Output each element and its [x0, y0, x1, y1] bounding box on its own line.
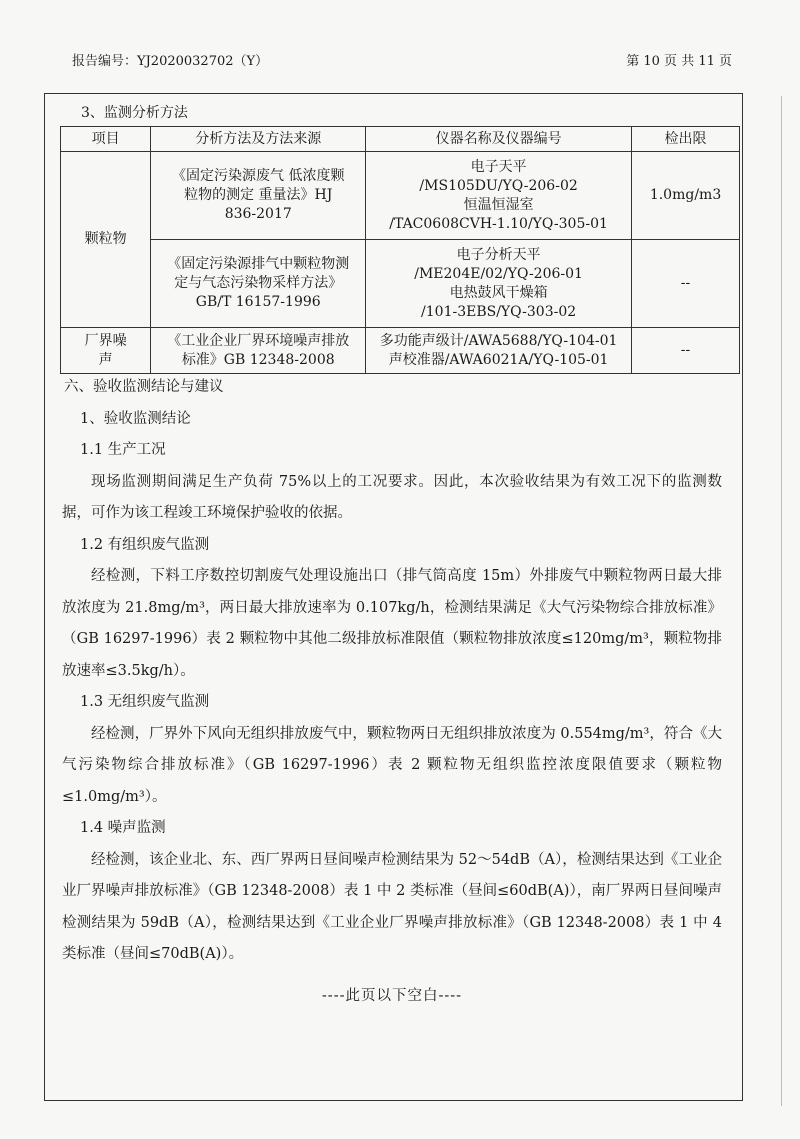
item-cell-particulate: 颗粒物 — [61, 152, 151, 328]
subsection-1-4-title: 1.4 噪声监测 — [80, 820, 166, 836]
table-header-row — [61, 127, 740, 152]
limit-cell: -- — [632, 240, 740, 328]
conclusions-section — [62, 372, 722, 1012]
methods-table — [60, 126, 740, 374]
content-frame — [44, 93, 743, 1101]
item-cell-noise: 厂界噪 声 — [61, 328, 151, 374]
subsection-1-1-title: 1.1 生产工况 — [80, 442, 166, 458]
subsection-1-title: 1、验收监测结论 — [80, 410, 191, 427]
paragraph-fugitive-emission: 经检测，厂界外下风向无组织排放废气中，颗粒物两日无组织排放浓度为 0.554mg/m³，符合《大气污染物综合排放标准》（GB 16297-1996）表 2 颗粒物无组织监控浓度限值要求（颗粒物≤1.0mg/m³）。 — [62, 725, 722, 805]
blank-page-note: ----此页以下空白---- — [321, 987, 463, 1004]
section-6-title: 六、验收监测结论与建议 — [64, 379, 224, 395]
instrument-cell: 电子分析天平 /ME204E/02/YQ-206-01 电热鼓风干燥箱 /101-3EBS/YQ-303-02 — [366, 240, 632, 328]
col-header-item: 项目 — [61, 127, 151, 152]
limit-cell: -- — [632, 328, 740, 374]
col-header-method: 分析方法及方法来源 — [151, 127, 366, 152]
paragraph-production: 现场监测期间满足生产负荷 75%以上的工况要求。因此，本次验收结果为有效工况下的监测数据，可作为该工程竣工环境保护验收的依据。 — [62, 473, 722, 521]
subsection-1-2-title: 1.2 有组织废气监测 — [80, 536, 210, 553]
report-number: 报告编号：YJ2020032702（Y） — [72, 54, 269, 69]
page-header — [72, 50, 732, 69]
paragraph-organized-emission: 经检测，下料工序数控切割废气处理设施出口（排气筒高度 15m）外排废气中颗粒物两日最大排放浓度为 21.8mg/m³，两日最大排放速率为 0.107kg/h，检测结果满足《大气污染物综合排放标准》（GB 16297-1996）表 2 颗粒物中其他二级排放标准限值（颗粒物排放浓度≤120mg/m³，颗粒物排放速率≤3.5kg/h）。 — [62, 568, 722, 679]
subsection-1-3-title: 1.3 无组织废气监测 — [80, 694, 210, 710]
paragraph-noise: 经检测，该企业北、东、西厂界两日昼间噪声检测结果为 52～54dB（A），检测结果达到《工业企业厂界噪声排放标准》（GB 12348-2008）表 1 中 2 类标准（昼间≤60dB(A)），南厂界两日昼间噪声检测结果为 59dB（A），检测结果达到《工业企业厂界噪声排放标准》（GB 12348-2008）表 1 中 4 类标准（昼间≤70dB(A)）。 — [62, 851, 722, 962]
table-row — [61, 328, 740, 374]
instrument-cell: 多功能声级计/AWA5688/YQ-104-01 声校准器/AWA6021A/YQ-105-01 — [366, 328, 632, 374]
method-cell: 《工业企业厂界环境噪声排放 标准》GB 12348-2008 — [151, 328, 366, 374]
section-3-title: 3、监测分析方法 — [81, 105, 188, 121]
instrument-cell: 电子天平 /MS105DU/YQ-206-02 恒温恒湿室 /TAC0608CVH-1.10/YQ-305-01 — [366, 152, 632, 240]
scan-edge-line — [781, 96, 782, 1106]
method-cell: 《固定污染源废气 低浓度颗 粒物的测定 重量法》HJ 836-2017 — [151, 152, 366, 240]
table-row — [61, 240, 740, 328]
method-cell: 《固定污染源排气中颗粒物测 定与气态污染物采样方法》 GB/T 16157-1996 — [151, 240, 366, 328]
table-row — [61, 152, 740, 240]
page-number: 第 10 页 共 11 页 — [626, 54, 732, 69]
limit-cell: 1.0mg/m3 — [632, 152, 740, 240]
col-header-limit: 检出限 — [632, 127, 740, 152]
col-header-instrument: 仪器名称及仪器编号 — [366, 127, 632, 152]
